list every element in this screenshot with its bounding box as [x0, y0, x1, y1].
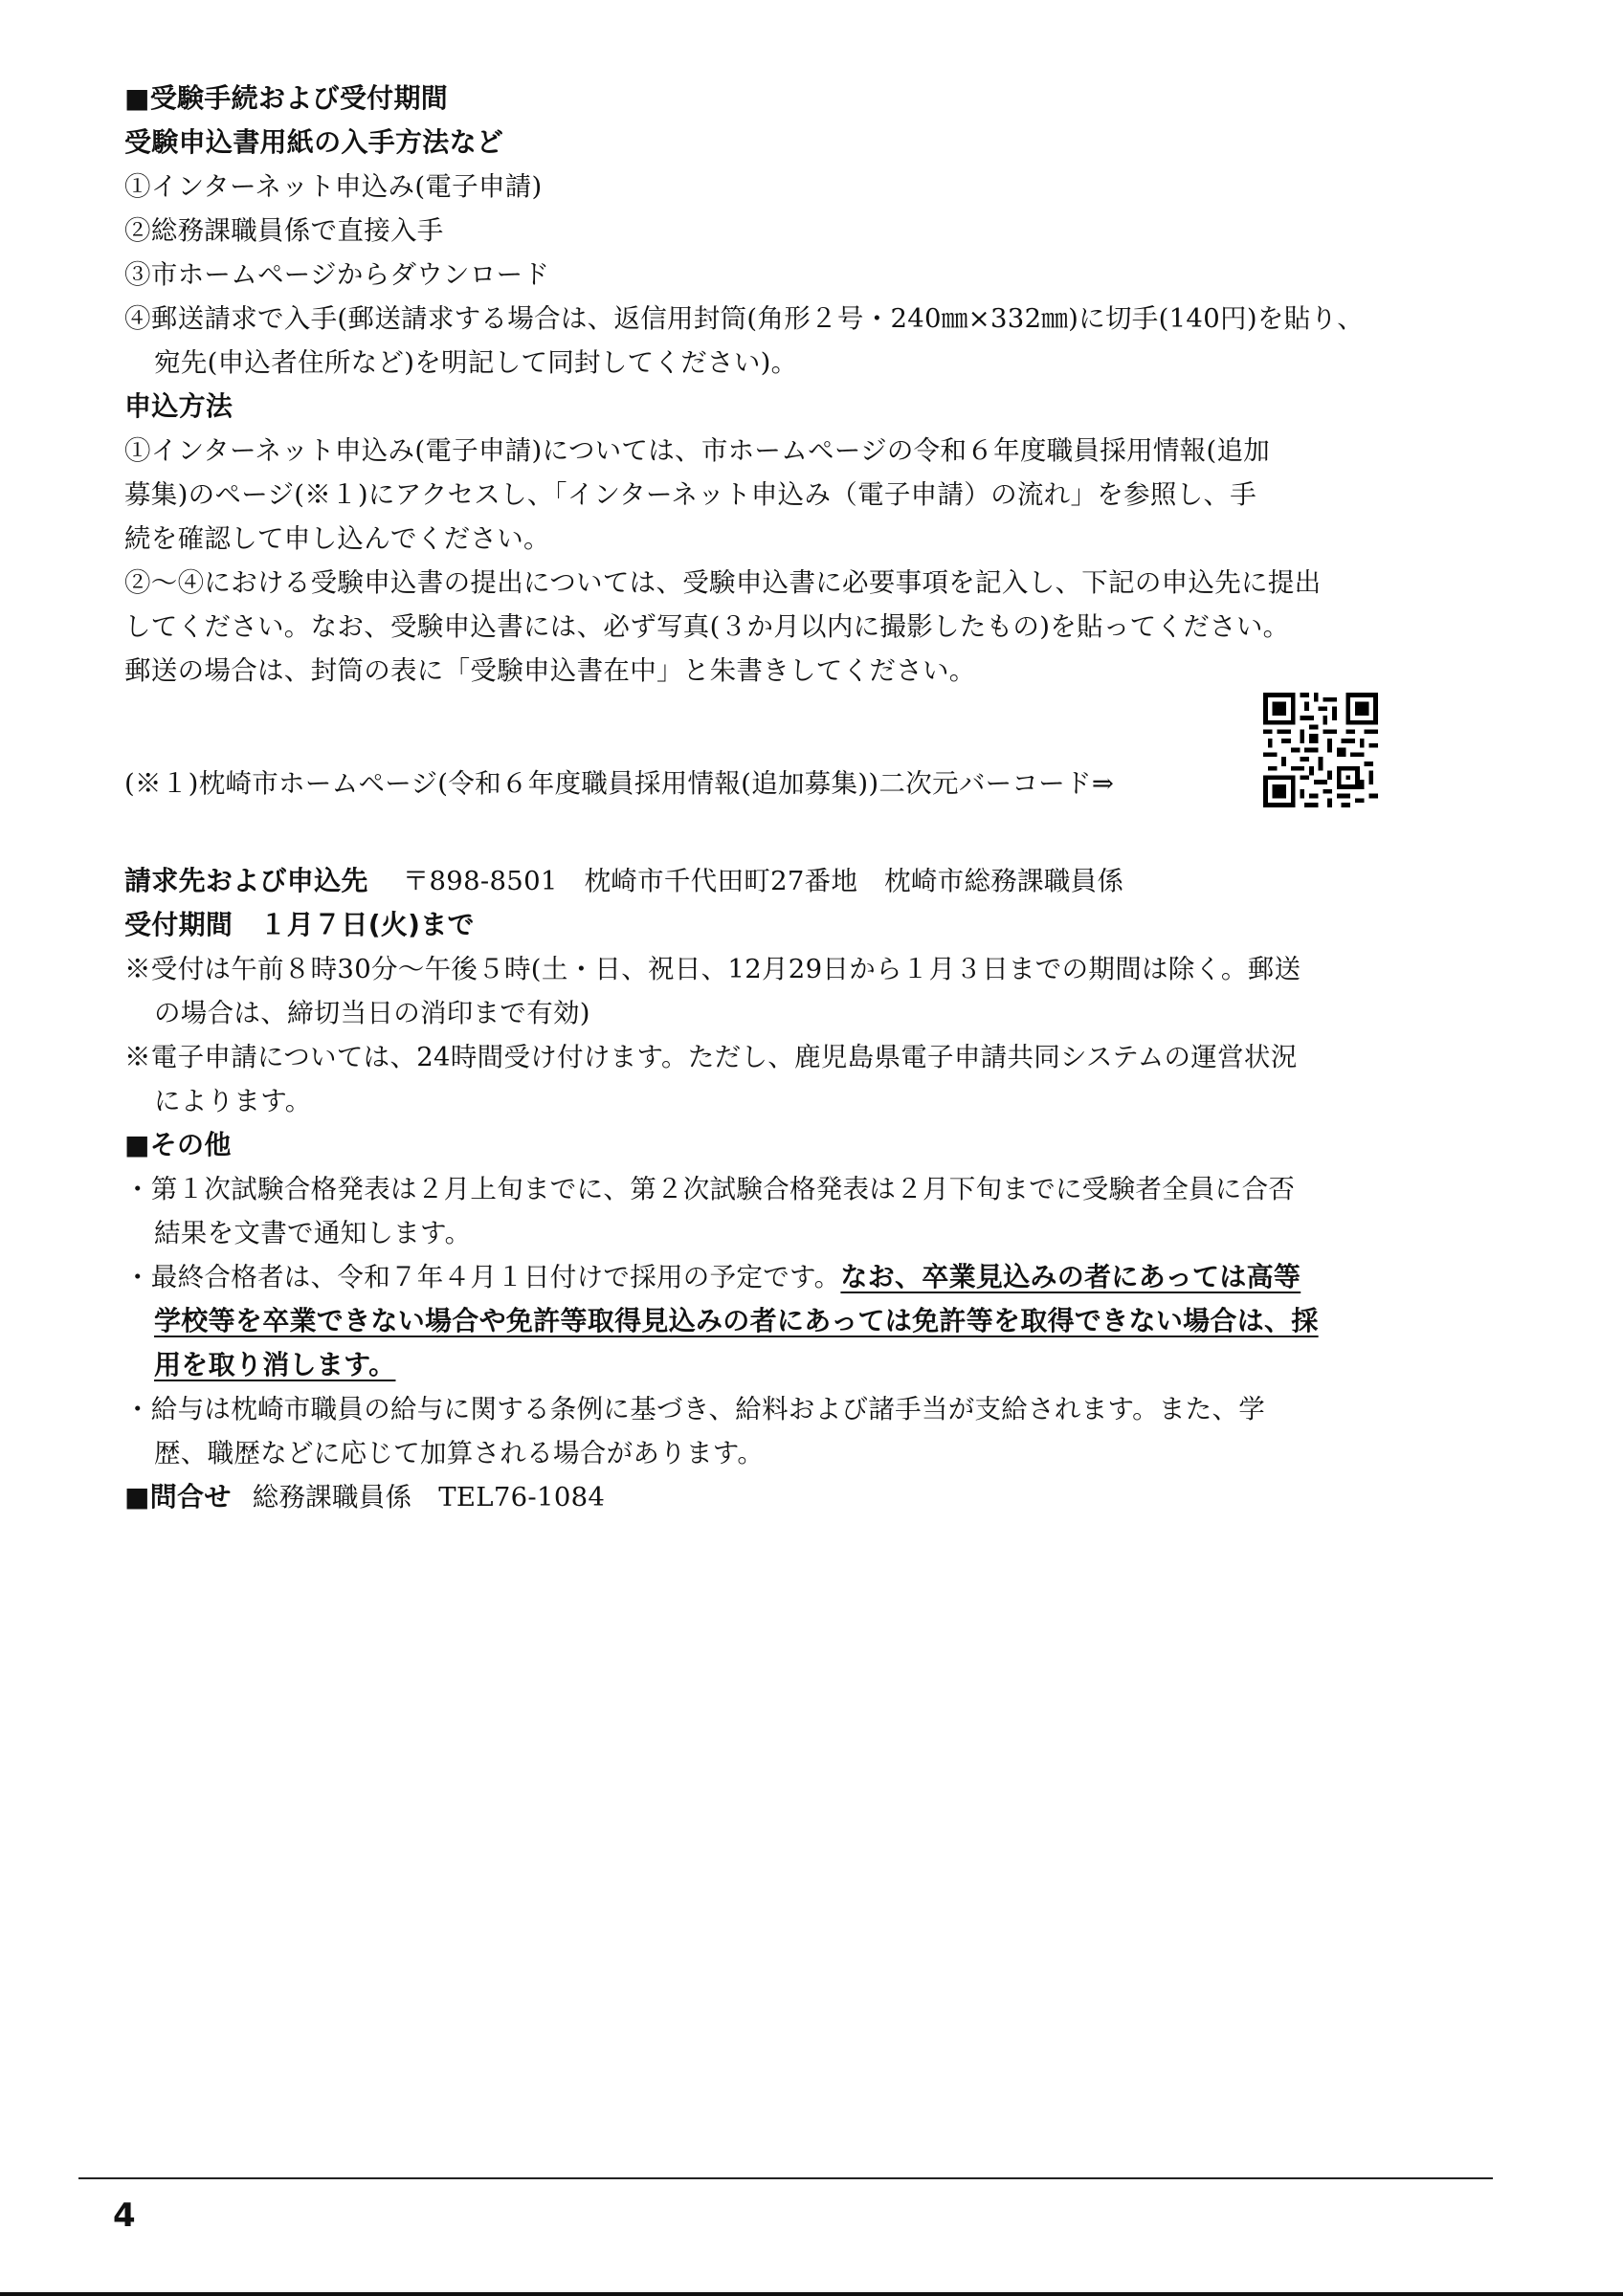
- footer-divider: [78, 2177, 1493, 2179]
- other-bullet-continued: [124, 1343, 1455, 1387]
- inquiry-value: 総務課職員係 TEL76-1084: [252, 1482, 606, 1512]
- qr-caption: (※１)枕崎市ホームページ(令和６年度職員採用情報(追加募集))二次元バーコード⇒: [124, 768, 1115, 799]
- period-note-continued: によります。: [154, 1086, 312, 1116]
- other-bullet-continued: 歴、職歴などに応じて加算される場合があります。: [154, 1438, 765, 1468]
- method-line: 募集)のページ(※１)にアクセスし、「インターネット申込み（電子申請）の流れ」を参照し、手: [124, 479, 1257, 510]
- period-note: ※受付は午前８時30分～午後５時(土・日、祝日、12月29日から１月３日までの期間は除く。郵送: [124, 954, 1301, 984]
- procedure-heading: ■受験手続および受付期間: [124, 82, 449, 114]
- other-heading: ■その他: [124, 1129, 232, 1160]
- inquiry-label: ■問合せ: [124, 1481, 232, 1512]
- adoption-warning-text: なお、卒業見込みの者にあっては高等: [840, 1261, 1301, 1292]
- period-note: ※電子申請については、24時間受け付けます。ただし、鹿児島県電子申請共同システムの運営状況: [124, 1042, 1298, 1072]
- form-heading: 受験申込書用紙の入手方法など: [124, 126, 504, 158]
- other-bullet-continued: [124, 1299, 1455, 1343]
- bottom-edge-divider: [0, 2292, 1623, 2296]
- method-line: 続を確認して申し込んでください。: [124, 523, 550, 554]
- method-line: ①インターネット申込み(電子申請)については、市ホームページの令和６年度職員採用情報(追加: [124, 435, 1271, 466]
- method-line: してください。なお、受験申込書には、必ず写真(３か月以内に撮影したもの)を貼ってください。: [124, 611, 1290, 642]
- other-bullet-line: ・給与は枕崎市職員の給与に関する条例に基づき、給料および諸手当が支給されます。また、学: [124, 1394, 1266, 1424]
- method-heading: 申込方法: [124, 390, 233, 422]
- form-item: ④郵送請求で入手(郵送請求する場合は、返信用封筒(角形２号・240㎜×332㎜)に切手(140円)を貼り、: [124, 303, 1365, 334]
- form-item: ②総務課職員係で直接入手: [124, 215, 444, 246]
- qr-code-image[interactable]: [1263, 693, 1378, 807]
- address-value: 〒898-8501 枕崎市千代田町27番地 枕崎市総務課職員係: [402, 866, 1124, 896]
- adoption-warning-text: 用を取り消します。: [154, 1349, 396, 1380]
- form-item: ①インターネット申込み(電子申請): [124, 171, 543, 202]
- form-item: ③市ホームページからダウンロード: [124, 259, 550, 290]
- inquiry-row: [124, 1475, 1455, 1519]
- other-bullet-continued: 結果を文書で通知します。: [154, 1218, 472, 1248]
- adoption-warning-text: 学校等を卒業できない場合や免許等取得見込みの者にあっては免許等を取得できない場合は、採: [154, 1305, 1319, 1336]
- period-note-continued: の場合は、締切当日の消印まで有効): [154, 998, 590, 1028]
- method-line: ②～④における受験申込書の提出については、受験申込書に必要事項を記入し、下記の申込先に提出: [124, 567, 1322, 598]
- method-line: 郵送の場合は、封筒の表に「受験申込書在中」と朱書きしてください。: [124, 655, 976, 686]
- other-bullet-line: ・第１次試験合格発表は２月上旬までに、第２次試験合格発表は２月下旬までに受験者全員に合否: [124, 1174, 1296, 1204]
- form-item-continued: 宛先(申込者住所など)を明記して同封してください)。: [154, 347, 798, 378]
- address-label: 請求先および申込先: [124, 865, 368, 896]
- page-content: [124, 77, 1455, 1519]
- qr-row: [124, 693, 1455, 817]
- page-number: 4: [113, 2197, 136, 2235]
- adoption-plain-text: ・最終合格者は、令和７年４月１日付けで採用の予定です。: [124, 1262, 841, 1292]
- period-label: 受付期間 １月７日(火)まで: [124, 909, 475, 940]
- other-bullet-line: [124, 1255, 1455, 1299]
- address-row: [124, 859, 1455, 903]
